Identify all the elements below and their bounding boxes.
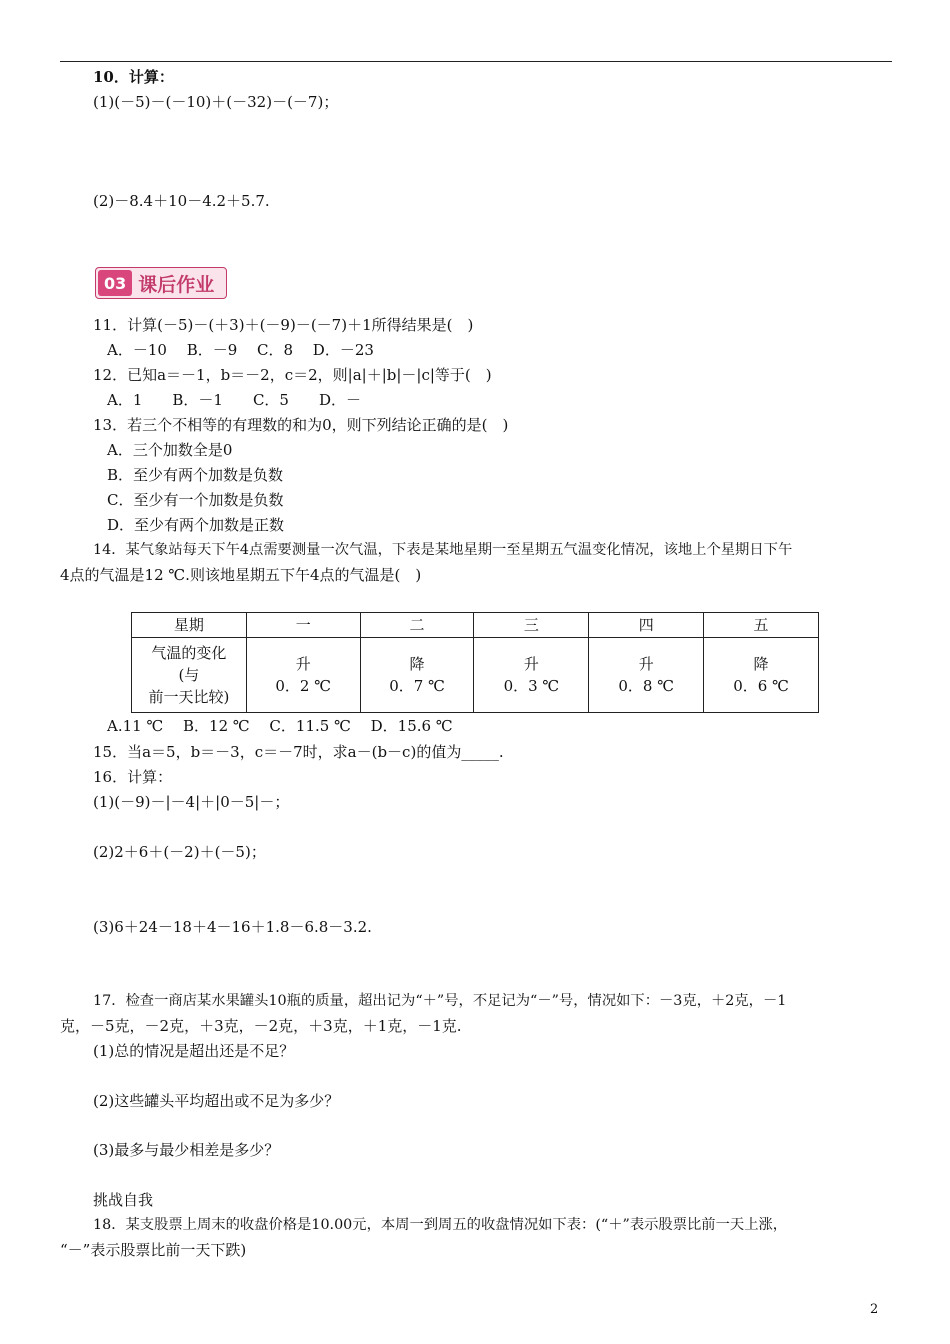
table-cell — [246, 638, 360, 713]
q17-line2: 克，－5克，－2克，＋3克，－2克，＋3克，＋1克，－1克. — [60, 1017, 462, 1035]
q13-option-d: D．至少有两个加数是正数 — [107, 516, 285, 534]
q18-line2: “－”表示股票比前一天下跌) — [60, 1241, 247, 1259]
table-header-cell: 四 — [589, 613, 704, 638]
table-header-cell: 三 — [474, 613, 589, 638]
q17-part2: (2)这些罐头平均超出或不足为多少？ — [93, 1092, 340, 1110]
q12-options: A．1 B．－1 C．5 D．－ — [107, 391, 361, 409]
page-number: 2 — [870, 1302, 879, 1317]
table-header-cell: 星期 — [132, 613, 247, 638]
table-cell — [589, 638, 704, 713]
row-label-line: 气温的变化 — [151, 644, 227, 662]
change-direction: 降 — [409, 655, 425, 673]
table-cell — [474, 638, 589, 713]
change-direction: 升 — [523, 655, 539, 673]
table-cell — [704, 638, 819, 713]
q13-option-c: C．至少有一个加数是负数 — [107, 491, 284, 509]
q16-title: 16．计算： — [93, 768, 173, 786]
change-direction: 升 — [295, 655, 311, 673]
q11-options: A．－10 B．－9 C．8 D．－23 — [107, 341, 374, 359]
change-direction: 降 — [753, 655, 769, 673]
change-direction: 升 — [638, 655, 654, 673]
q17-part1: (1)总的情况是超出还是不足？ — [93, 1042, 295, 1060]
top-rule — [60, 61, 892, 62]
q16-part2: (2)2＋6＋(－2)＋(－5)； — [93, 843, 266, 861]
q13-option-b: B．至少有两个加数是负数 — [107, 466, 284, 484]
change-value: 0．3 ℃ — [503, 677, 560, 695]
row-label-line: 前一天比较) — [148, 688, 230, 706]
section-title: 课后作业 — [138, 273, 215, 296]
table-header-cell: 一 — [246, 613, 360, 638]
row-label-line: (与 — [178, 666, 200, 684]
challenge-title: 挑战自我 — [93, 1191, 154, 1209]
table-cell — [360, 638, 474, 713]
change-value: 0．8 ℃ — [618, 677, 675, 695]
change-value: 0．6 ℃ — [733, 677, 789, 695]
q16-part1: (1)(－9)－|－4|＋|0－5|－； — [93, 793, 290, 811]
q15-stem: 15．当a＝5，b＝－3，c＝－7时，求a－(b－c)的值为_____. — [93, 743, 504, 761]
table-header-cell: 二 — [360, 613, 474, 638]
q17-part3: (3)最多与最少相差是多少？ — [93, 1141, 280, 1159]
q18-line1: 18．某支股票上周末的收盘价格是10.00元，本周一到周五的收盘情况如下表：(“＋”表示股票比前一天上涨， — [93, 1217, 788, 1233]
change-value: 0．7 ℃ — [389, 677, 445, 695]
q13-option-a: A．三个加数全是0 — [107, 441, 233, 459]
q11-stem: 11．计算(－5)－(＋3)＋(－9)－(－7)＋1所得结果是( ) — [93, 316, 474, 334]
q14-line2: 4点的气温是12 ℃.则该地星期五下午4点的气温是( ) — [60, 566, 422, 584]
q16-part3: (3)6＋24－18＋4－16＋1.8－6.8－3.2. — [93, 918, 372, 936]
q10-title: 10．计算： — [93, 68, 174, 86]
q14-line1: 14．某气象站每天下午4点需要测量一次气温，下表是某地星期一至星期五气温变化情况，该地上个星期日下午 — [93, 542, 793, 558]
q14-options: A.11 ℃ B．12 ℃ C．11.5 ℃ D．15.6 ℃ — [107, 717, 453, 735]
table-header-cell: 五 — [704, 613, 819, 638]
change-value: 0．2 ℃ — [275, 677, 332, 695]
q10-part1: (1)(－5)－(－10)＋(－32)－(－7)； — [93, 93, 339, 111]
q10-part2: (2)－8.4＋10－4.2＋5.7. — [93, 192, 270, 210]
table-row-label — [132, 638, 247, 713]
q12-stem: 12．已知a＝－1，b＝－2，c＝2，则|a|＋|b|－|c|等于( ) — [93, 366, 492, 384]
table-header-row — [132, 613, 819, 638]
table-row — [132, 638, 819, 713]
section-number: 03 — [98, 270, 132, 296]
q17-line1: 17．检查一商店某水果罐头10瓶的质量，超出记为“＋”号，不足记为“－”号，情况如下：－3克，＋2克，－1 — [93, 993, 787, 1009]
section-banner — [95, 267, 227, 299]
temperature-table — [131, 612, 819, 713]
q13-stem: 13．若三个不相等的有理数的和为0，则下列结论正确的是( ) — [93, 416, 509, 434]
